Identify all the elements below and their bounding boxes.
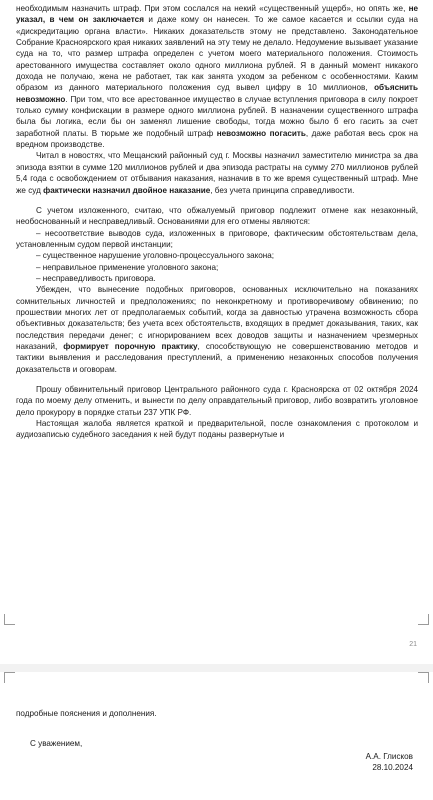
- list-item-grounds: – несправедливость приговора.: [36, 273, 156, 283]
- signature-name: А.А. Глисков: [365, 752, 413, 761]
- page-corner-mark: [418, 614, 429, 625]
- list-item-grounds: – неправильное применение уголовного закона;: [36, 262, 219, 272]
- paragraph-conviction-practice: Убежден, что вынесение подобных приговоров, основанных исключительно на показаниях сомнительных личностей и предположениях; по неконкретному и противоречивому обвинению; по прошествии многих лет от предполагаемых событий, когда за давностью утрачена возможность сбора объективных доказательств; без учета всех обстоятельств, входящих в предмет доказывания, таких, как последствия передачи денег; с игнорированием всех доводов защиты и назначением чрезмерных наказаний, формирует порочную практику, способствующую не совершенствованию методов и тактики выявления и расследования преступлений, а применению незаконных способов получения доказательств и оговорам.: [16, 285, 418, 374]
- document-body: [16, 3, 418, 441]
- list-item-grounds: – существенное нарушение уголовно-процессуального закона;: [36, 251, 275, 261]
- continuation-text: подробные пояснения и дополнения.: [16, 709, 157, 718]
- paragraph-fine-reasoning: необходимым назначить штраф. При этом сослался на некий «существенный ущерб», но опять же, не указал, в чем он заключается и даже кому он нанесен. То же самое касается и ссылки суда на «дискредитацию органа власти». Никаких доказательств этому не представлено. Законодательное Собрание Красноярского края никаких заявлений на эту тему не делало. Недоумение вызывает указание суда на то, что размер штрафа определен с учетом моего материального положения. Стоимость арестованного имущества составляет около одного миллиона рублей. Я в данный момент никакого дохода не получаю, жена не работает, так как занята уходом за ребенком с особенностями. Каким образом из данного материального положения суд вывел цифру в 10 миллионов, объяснить невозможно. При том, что все арестованное имущество в случае вступления приговора в силу покроет только сумму конфискации в размере одного миллиона рублей. В назначении существенного штрафа была бы логика, если бы он заменял лишение свободы, тогда можно было б его гасить за счет заработной платы. В тюрьме же подобный штраф невозможно погасить, даже работая весь срок на вредном производстве.: [16, 4, 418, 150]
- page-corner-mark: [4, 614, 15, 625]
- page-number: 21: [409, 641, 417, 648]
- paragraph-meshchansky-court: Читал в новостях, что Мещанский районный суд г. Москвы назначил заместителю министра за два эпизода взятки в сумме 120 миллионов рублей и два эпизода растраты на сумму 270 миллионов рублей 5,4 года с освобождением от отбывания наказания, назначив в то же время существенный штраф. Мне же суд фактически назначил двойное наказание, без учета принципа справедливости.: [16, 151, 418, 195]
- document-page-22: [0, 672, 433, 800]
- paragraph-request: Прошу обвинительный приговор Центрального районного суда г. Красноярска от 02 октября 2024 года по моему делу отменить, и вынести по делу оправдательный приговор, либо возвратить уголовное дело прокурору в порядке статьи 237 УПК РФ.: [16, 385, 418, 417]
- signature-block: [366, 752, 413, 773]
- paragraph-grounds-intro: С учетом изложенного, считаю, что обжалуемый приговор подлежит отмене как незаконный, необоснованный и несправедливый. Основаниями для его отмены являются:: [16, 205, 418, 227]
- signature-date: 28.10.2024: [372, 762, 413, 772]
- page-separator: [0, 664, 433, 672]
- paragraph-preliminary-note: Настоящая жалоба является краткой и предварительной, после ознакомления с протоколом и аудиозаписью судебного заседания к ней будут поданы развернутые и: [16, 419, 418, 440]
- list-item-grounds: – несоответствие выводов суда, изложенных в приговоре, фактическим обстоятельствам дела, установленным судом первой инстанции;: [16, 228, 418, 249]
- closing-greeting: С уважением,: [30, 739, 83, 748]
